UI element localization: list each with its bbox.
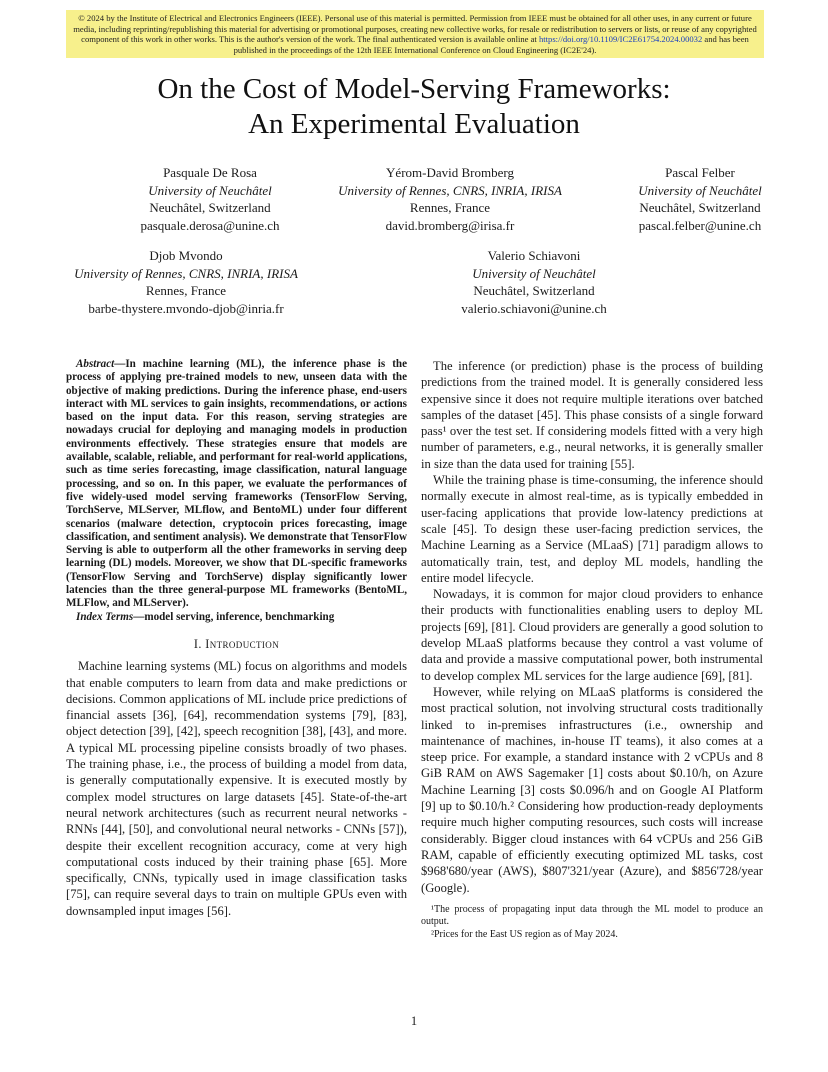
footnote: ²Prices for the East US region as of May 2024. xyxy=(431,928,618,940)
body-paragraph: The inference (or prediction) phase is the process of building predictions from the trained model. It is generally considered less expensive since it does not require multiple iterations over batched samples of the dataset [45]. This phase consists of a single forward pass¹ over the test set. If considering models fitted with a very high number of parameters, e.g., neural networks, it is generally smaller in size than the data used for training [55]. xyxy=(421,359,763,471)
author-affiliation: University of Neuchâtel xyxy=(148,182,272,198)
page-number: 1 xyxy=(410,1014,418,1028)
author-affiliation: University of Neuchâtel xyxy=(638,182,762,198)
author-email[interactable]: valerio.schiavoni@unine.ch xyxy=(461,300,607,316)
section-title: Introduction xyxy=(205,636,280,651)
author-affiliation: University of Neuchâtel xyxy=(472,265,596,281)
author-email[interactable]: pasquale.derosa@unine.ch xyxy=(140,217,280,233)
author-location: Neuchâtel, Switzerland xyxy=(473,283,595,298)
title-line-1: On the Cost of Model-Serving Frameworks: xyxy=(157,73,671,105)
body-paragraph: While the training phase is time-consuming, the inference should normally execute in almost real-time, as is typically embedded in user-facing applications that provide low-latency predictions at scale [45]. To design these user-facing prediction services, the Machine Learning as a Service (MLaaS) [71] paradigm allows to automatically train, test, and deploy ML models, handling the entire model lifecycle. xyxy=(421,473,763,585)
author-email[interactable]: barbe-thystere.mvondo-djob@inria.fr xyxy=(88,300,284,316)
left-column xyxy=(66,358,407,919)
author-affiliation: University of Rennes, CNRS, INRIA, IRISA xyxy=(74,265,298,281)
author-block xyxy=(56,247,316,317)
abstract-text: —In machine learning (ML), the inference phase is the process of applying pre-trained models to new, unseen data with the objective of making predictions. During the inference phase, end-users interact with ML services to gain insights, recommendations, or actions based on the input data. For this reason, serving strategies are nowadays crucial for deploying and managing models in production environments effectively. These strategies ensure that models are available, scalable, reliable, and performant for real-world applications, such as time series forecasting, image classification, natural language processing, and so on. In this paper, we evaluate the performances of five widely-used model serving frameworks (TensorFlow Serving, TorchServe, MLServer, MLflow, and BentoML) under four different scenarios (malware detection, cryptocoin prices forecasting, image classification, and sentiment analysis). We demonstrate that TensorFlow Serving is able to outperform all the other frameworks in serving deep learning (DL) models. Moreover, we show that DL-specific frameworks (TensorFlow Serving and TorchServe) display significantly lower latencies than the three general-purpose ML frameworks (BentoML, MLFlow, and MLServer). xyxy=(66,358,407,610)
index-terms-lead: Index Terms xyxy=(76,610,134,623)
footnotes xyxy=(421,904,763,941)
index-terms-text: —model serving, inference, benchmarking xyxy=(133,610,335,623)
body-paragraph: Nowadays, it is common for major cloud providers to enhance their products with functionalities enabling users to deploy ML projects [69], [81]. Cloud providers are generally a good solution to develop MLaaS platforms because they control a vast volume of data and provide a massive computational power, both instrumental to develop complex ML services for the large audience [69], [81]. xyxy=(421,587,763,683)
author-name: Pasquale De Rosa xyxy=(163,165,257,180)
author-location: Neuchâtel, Switzerland xyxy=(149,200,271,215)
body-paragraph: Machine learning systems (ML) focus on algorithms and models that enable computers to learn from data and make predictions or decisions. Common applications of ML include price predictions of financial assets [36], [64], recommendation systems [79], [83], object detection [39], [42], speech recognition [38], [43], and more. A typical ML processing pipeline consists broadly of two phases. The training phase, i.e., the process of building a model from data, is generally computationally expensive. It is executed mostly by complex model structures on large datasets [45]. State-of-the-art neural network architectures (such as recurrent neural networks - RNNs [44], [50], and convolutional neural networks - CNNs [57]), despite their excellent recognition accuracy, come at very high computational costs induced by their training phase [65]. More specifically, CNNs, typically used in image classification tasks [75], can require several days to train on multiple GPUs even with downsampled input images [56]. xyxy=(66,659,407,918)
author-name: Yérom-David Bromberg xyxy=(386,165,514,180)
section-heading xyxy=(66,636,407,652)
author-location: Rennes, France xyxy=(145,283,227,298)
copyright-notice xyxy=(66,10,764,58)
title-line-2: An Experimental Evaluation xyxy=(248,108,580,140)
author-email[interactable]: david.bromberg@irisa.fr xyxy=(385,217,515,233)
author-location: Neuchâtel, Switzerland xyxy=(639,200,761,215)
body-paragraph: However, while relying on MLaaS platforms is considered the most practical solution, not involving structural costs traditionally linked to in-premises infrastructures (i.e., ownership and maintenance of machines, in-house IT teams), it also comes at a steep price. For example, a standard instance with 2 vCPUs and 8 GiB RAM on AWS Sagemaker [1] costs about $0.10/h, on Azure Machine Learning [3] costs $0.096/h and on Google AI Platform [9] up to $0.10/h.² Considering how production-ready deployments require much higher computing resources, such costs will increase considerably. Bigger cloud instances with 64 vCPUs and 256 GiB RAM, capable of efficiently executing optimized ML tasks, cost $968'680/year (AWS), $807'321/year (Azure), and $856'728/year (Google). xyxy=(421,684,763,895)
abstract-lead: Abstract xyxy=(76,358,115,370)
author-block xyxy=(444,247,624,317)
author-location: Rennes, France xyxy=(409,200,491,215)
author-name: Valerio Schiavoni xyxy=(487,248,581,263)
notice-tail: and has been published in the proceedings of the 12th IEEE International Conference on Cloud Engineering (IC2E'24). xyxy=(233,34,749,55)
author-block xyxy=(620,164,780,234)
doi-link[interactable]: https://doi.org/10.1109/IC2E61754.2024.00032 xyxy=(538,34,703,45)
index-terms xyxy=(66,611,407,624)
section-number: I. xyxy=(193,636,202,651)
paper-title xyxy=(0,72,828,142)
abstract xyxy=(66,358,407,611)
author-affiliation: University of Rennes, CNRS, INRIA, IRISA xyxy=(338,182,562,198)
author-block xyxy=(120,164,300,234)
right-column xyxy=(421,358,763,941)
author-name: Pascal Felber xyxy=(665,165,735,180)
footnote: ¹The process of propagating input data through the ML model to produce an output. xyxy=(421,903,763,928)
notice-text: © 2024 by the Institute of Electrical and Electronics Engineers (IEEE). Personal use of this material is permitted. Permission from IEEE must be obtained for all other uses, in any current or future media, including reprinting/republishing this material for advertising or promotional purposes, creating new collective works, for resale or redistribution to servers or lists, or reuse of any copyrighted component of this work in other works. This is the author's version of the work. The final authenticated version is available online at xyxy=(73,13,757,45)
author-block xyxy=(320,164,580,234)
author-email[interactable]: pascal.felber@unine.ch xyxy=(638,217,762,233)
author-name: Djob Mvondo xyxy=(149,248,223,263)
